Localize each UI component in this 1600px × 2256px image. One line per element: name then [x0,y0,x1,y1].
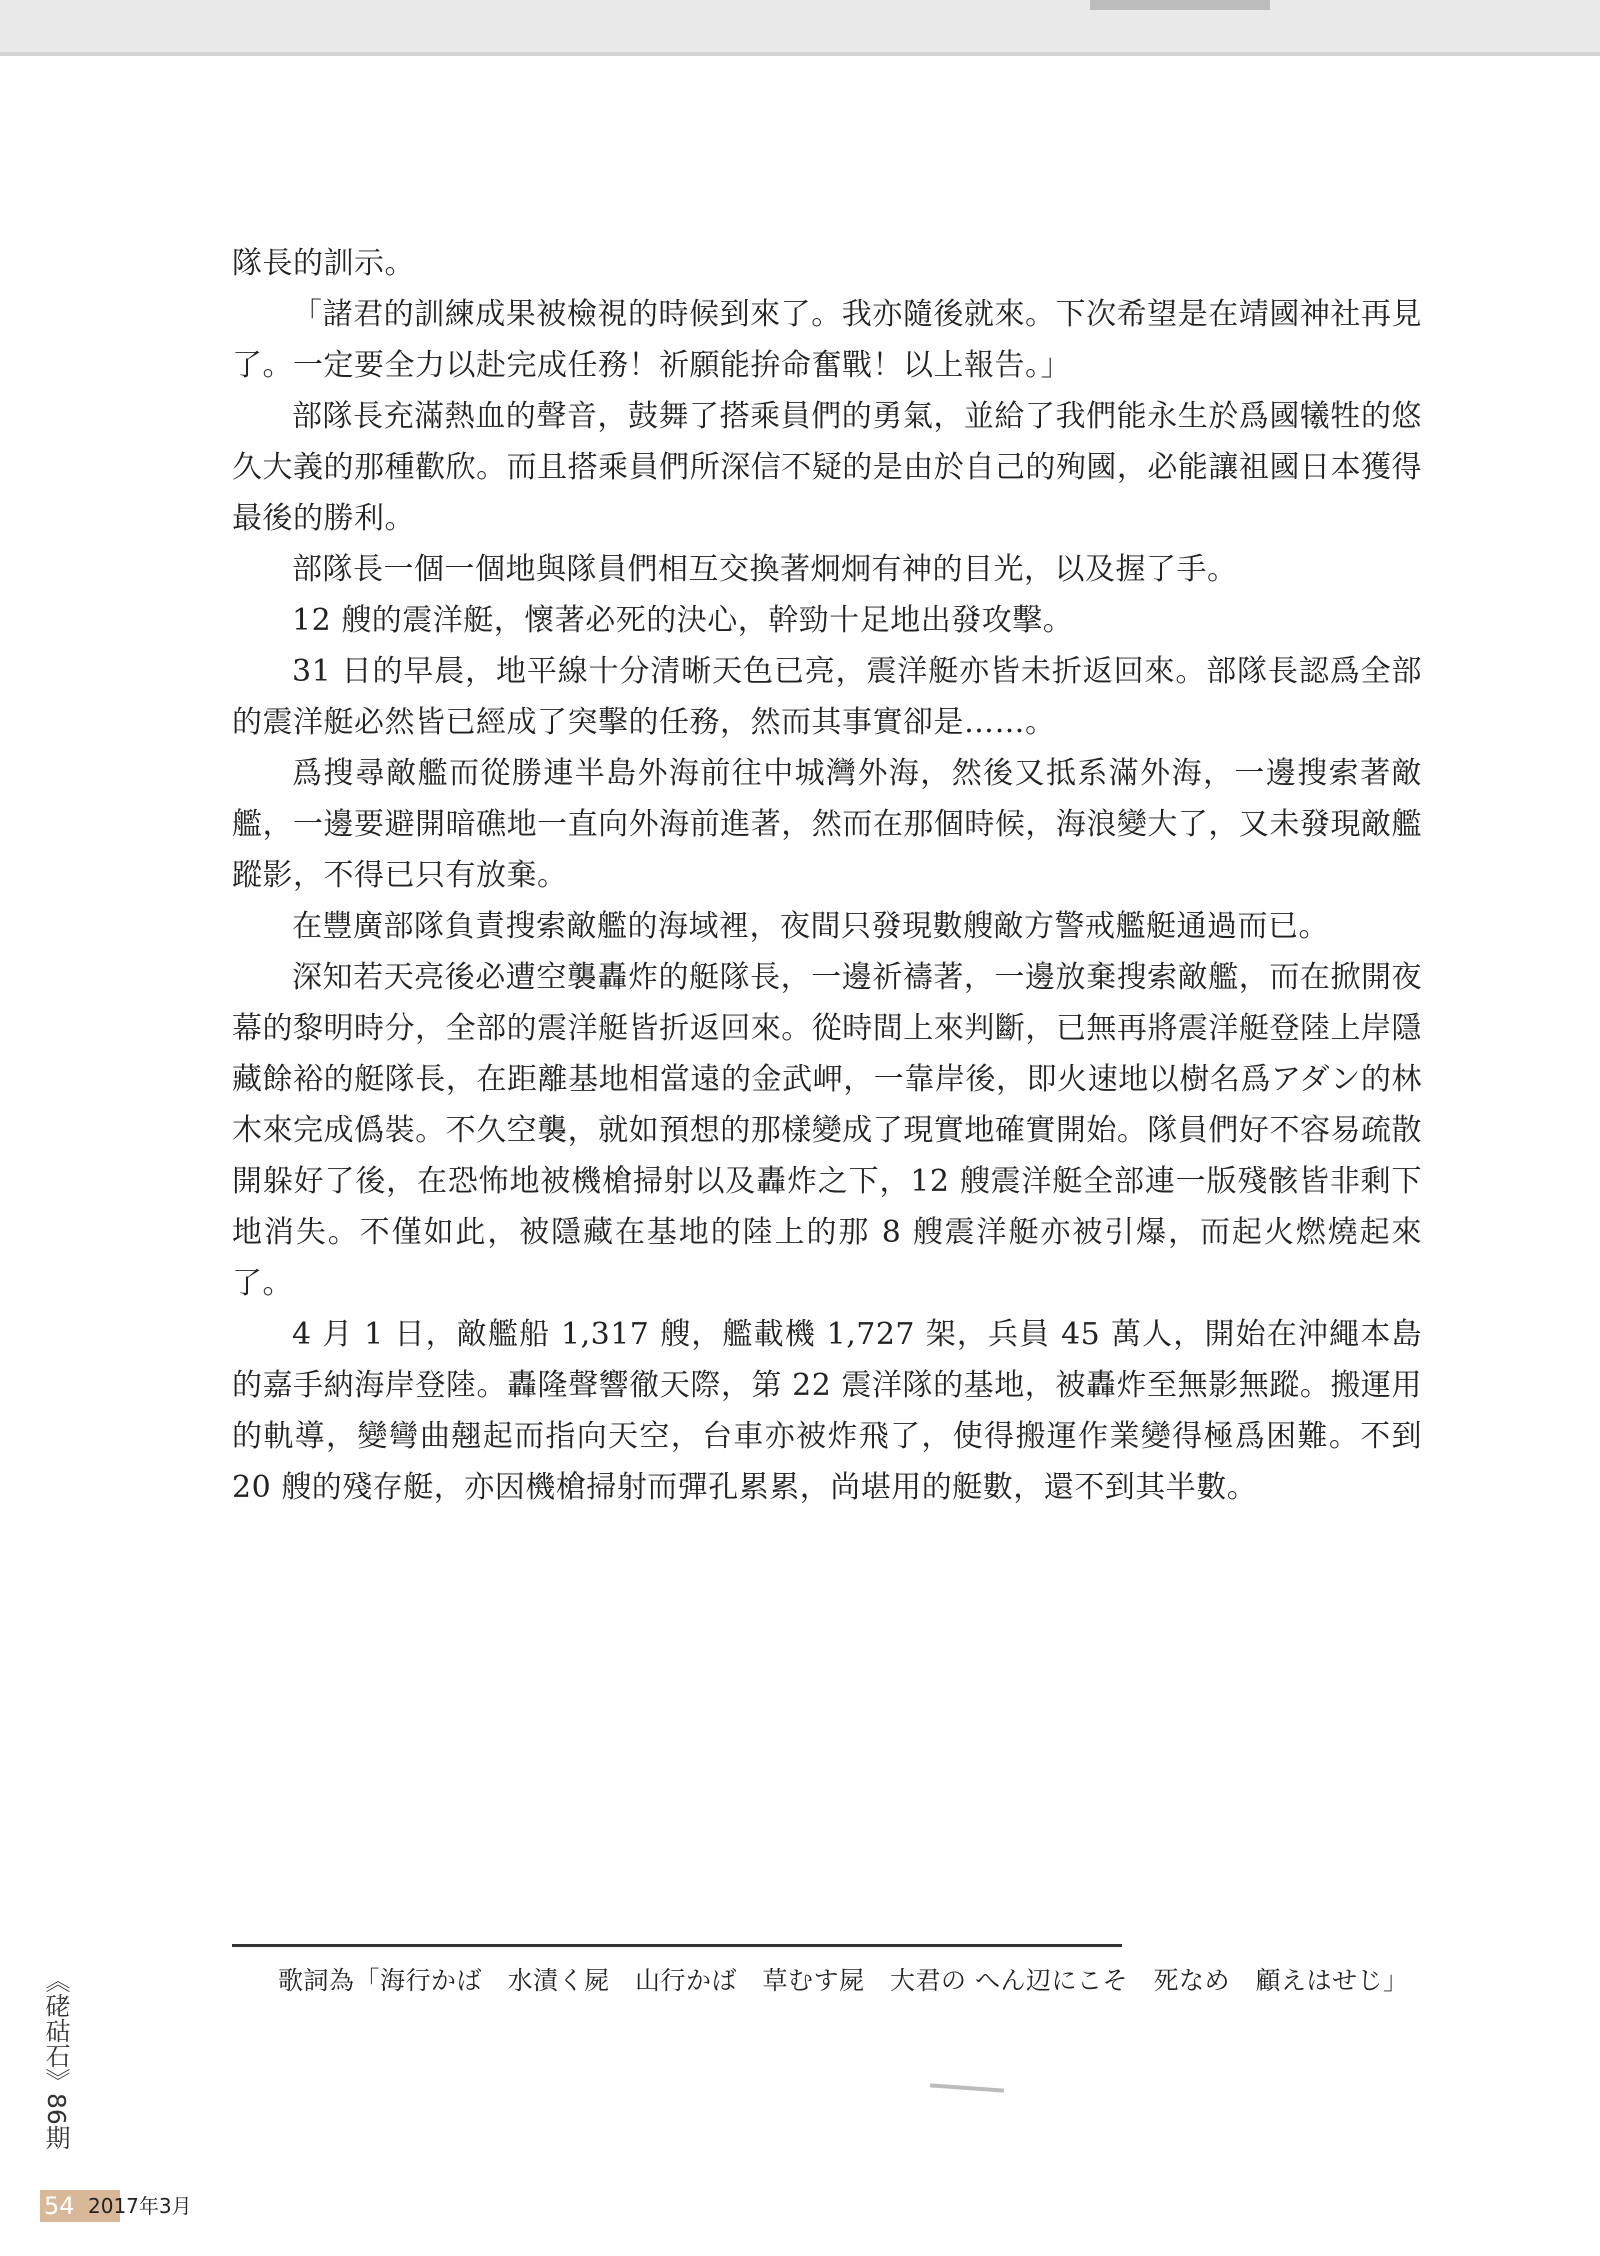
page-number: 54 [40,2190,120,2222]
scan-top-band [0,0,1600,52]
paragraph: 4 月 1 日，敵艦船 1,317 艘，艦載機 1,727 架，兵員 45 萬人，開始在沖繩本島的嘉手納海岸登陸。轟隆聲響徹天際，第 22 震洋隊的基地，被轟炸至無影無蹤。搬運用的軌導，變彎曲翹起而指向天空，台車亦被炸飛了，使得搬運作業變得極爲困難。不到 20 艘的殘存艇，亦因機槍掃射而彈孔累累，尚堪用的艇數，還不到其半數。 [232,1317,1422,1505]
scan-smudge [930,2083,1004,2092]
paragraph: 12 艘的震洋艇，懷著必死的決心，幹勁十足地出發攻擊。 [292,603,1074,638]
scan-top-mark [1090,0,1270,10]
footnote-text: 歌詞為「海行かば 水漬く屍 山行かば 草むす屍 大君の へん辺にこそ 死なめ 顧えはせじ」 [278,1966,1409,1995]
paragraph: 深知若天亮後必遭空襲轟炸的艇隊長，一邊祈禱著，一邊放棄搜索敵艦，而在掀開夜幕的黎明時分，全部的震洋艇皆折返回來。從時間上來判斷，已無再將震洋艇登陸上岸隱藏餘裕的艇隊長，在距離基地相當遠的金武岬，一靠岸後，即火速地以樹名爲アダン的林木來完成僞裝。不久空襲，就如預想的那樣變成了現實地確實開始。隊員們好不容易疏散開躲好了後，在恐怖地被機槍掃射以及轟炸之下，12 艘震洋艇全部連一版殘骸皆非剩下地消失。不僅如此，被隱藏在基地的陸上的那 8 艘震洋艇亦被引爆，而起火燃燒起來了。 [232,960,1422,1301]
scan-top-edge [0,52,1600,56]
paragraph: 在豐廣部隊負責搜索敵艦的海域裡，夜間只發現數艘敵方警戒艦艇通過而已。 [292,909,1329,944]
paragraph: 隊長的訓示。 [232,246,415,281]
paragraph: 「諸君的訓練成果被檢視的時候到來了。我亦隨後就來。下次希望是在靖國神社再見了。一定要全力以赴完成任務！祈願能拚命奮戰！以上報告。」 [232,297,1422,383]
paragraph: 爲搜尋敵艦而從勝連半島外海前往中城灣外海，然後又抵系滿外海，一邊搜索著敵艦，一邊要避開暗礁地一直向外海前進著，然而在那個時候，海浪變大了，又未發現敵艦蹤影，不得已只有放棄。 [232,756,1422,893]
paragraph: 31 日的早晨，地平線十分清晰天色已亮，震洋艇亦皆未折返回來。部隊長認爲全部的震洋艇必然皆已經成了突擊的任務，然而其事實卻是……。 [232,654,1422,740]
paragraph: 部隊長充滿熱血的聲音，鼓舞了搭乘員們的勇氣，並給了我們能永生於爲國犧牲的悠久大義的那種歡欣。而且搭乘員們所深信不疑的是由於自己的殉國，必能讓祖國日本獲得最後的勝利。 [232,399,1422,536]
paragraph: 部隊長一個一個地與隊員們相互交換著炯炯有神的目光，以及握了手。 [292,552,1238,587]
issue-date: 2017年3月 [88,2194,192,2218]
footnote-divider [232,1944,1122,1947]
magazine-title: 《硓𥑮石》86期 [42,1968,71,2150]
article-body [232,238,1422,1513]
